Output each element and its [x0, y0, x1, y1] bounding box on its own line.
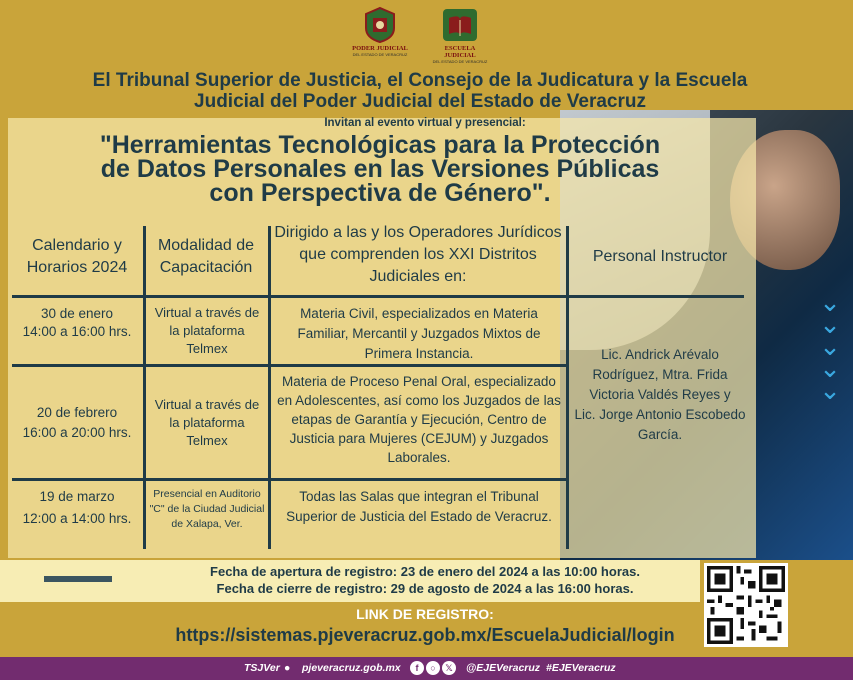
- table-divider: [566, 226, 569, 549]
- chevron-down-icon: ⌄: [819, 332, 841, 362]
- footer-bar: [0, 657, 853, 680]
- row1-time: 14:00 a 16:00 hrs.: [22, 324, 132, 339]
- row2-modality: Virtual a través de la plataforma Telmex: [154, 397, 260, 448]
- row2-audience: Materia de Proceso Penal Oral, especializado en Adolescentes, así como los Juzgados de las etapas de Garantía y Ejecución, Centro de Justicia para Mujeres (CEJUM) y Juzgados Laborales.: [277, 374, 561, 465]
- registration-open: Fecha de apertura de registro: 23 de enero del 2024 a las 10:00 horas.: [210, 564, 640, 579]
- header-instructor: Personal Instructor: [592, 248, 728, 265]
- escuela-judicial-name: ESCUELA JUDICIAL: [444, 45, 476, 59]
- invite-text: Invitan al evento virtual y presencial:: [324, 117, 526, 129]
- footer-social-handle[interactable]: @EJEVeracruz: [466, 662, 541, 674]
- header-audience: Dirigido a las y los Operadores Jurídicos que comprenden los XXI Distritos Judiciales en:: [274, 224, 562, 285]
- row1-audience: Materia Civil, especializados en Materia Familiar, Mercantil y Juzgados Mixtos de Primera Instancia.: [297, 306, 541, 361]
- table-divider: [12, 295, 744, 298]
- chevron-down-icon: ⌄: [819, 376, 841, 406]
- instructors-list: [574, 345, 746, 445]
- row1-date: 30 de enero: [40, 306, 114, 321]
- row3-date: 19 de marzo: [39, 489, 115, 504]
- header-title-line1: El Tribunal Superior de Justicia, el Consejo de la Judicatura y la Escuela: [92, 70, 748, 91]
- event-title-line2: de Datos Personales en las Versiones Públicas: [100, 155, 660, 183]
- row2-date: 20 de febrero: [36, 405, 118, 420]
- chevron-down-icon: ⌄: [819, 310, 841, 340]
- instagram-icon[interactable]: ○: [426, 661, 440, 675]
- row3-audience: Todas las Salas que integran el Tribunal Superior de Justicia del Estado de Veracruz.: [286, 489, 552, 524]
- row2-time: 16:00 a 20:00 hrs.: [22, 425, 132, 440]
- poder-judicial-sub: DEL ESTADO DE VERACRUZ: [352, 52, 408, 57]
- header-title: [40, 70, 800, 112]
- instructors-names-2: Lic. Jorge Antonio Escobedo García.: [574, 407, 746, 442]
- logo-group: [350, 6, 510, 68]
- escuela-judicial-book-icon: [440, 6, 480, 44]
- poder-judicial-seal-icon: [362, 6, 398, 44]
- instructors-names-1: Lic. Andrick Arévalo Rodríguez, Mtra. Frida Victoria Valdés Reyes y: [589, 347, 731, 402]
- event-title-line3: con Perspectiva de Género".: [209, 179, 551, 207]
- table-divider: [268, 226, 271, 549]
- table-row-date: [12, 486, 142, 530]
- event-title-line1: "Herramientas Tecnológicas para la Protección: [99, 131, 661, 159]
- event-title: [60, 133, 700, 205]
- row3-modality: Presencial en Auditorio "C" de la Ciudad Judicial de Xalapa, Ver.: [149, 488, 265, 530]
- header-title-line2: Judicial del Poder Judicial del Estado de Veracruz: [194, 91, 646, 112]
- chevron-down-icon: ⌄: [819, 354, 841, 384]
- escuela-judicial-logo: [430, 6, 490, 64]
- table-row-date: [12, 403, 142, 443]
- header-calendar: Calendario y Horarios 2024: [26, 237, 128, 276]
- registration-link[interactable]: https://sistemas.pjeveracruz.gob.mx/EscuelaJudicial/login: [175, 625, 675, 645]
- table-row-date: [12, 305, 142, 341]
- link-label: LINK DE REGISTRO:: [356, 606, 494, 622]
- x-icon[interactable]: 𝕏: [442, 661, 456, 675]
- footer-site[interactable]: pjeveracruz.gob.mx: [302, 662, 401, 674]
- footer-handle[interactable]: TSJVer: [244, 662, 280, 674]
- row3-time: 12:00 a 14:00 hrs.: [22, 511, 132, 526]
- row1-modality: Virtual a través de la plataforma Telmex: [154, 305, 260, 356]
- footer-separator-dot: ●: [284, 662, 291, 674]
- header-modality: Modalidad de Capacitación: [157, 237, 255, 276]
- registration-close: Fecha de cierre de registro: 29 de agosto de 2024 a las 16:00 horas.: [216, 581, 634, 596]
- chevron-down-icon: ⌄: [819, 288, 841, 318]
- decorative-bar: [44, 576, 112, 582]
- poder-judicial-name: PODER JUDICIAL: [352, 45, 408, 52]
- facebook-icon[interactable]: f: [410, 661, 424, 675]
- poder-judicial-logo: [350, 6, 410, 57]
- registration-dates: [150, 563, 700, 597]
- escuela-judicial-sub: DEL ESTADO DE VERACRUZ: [432, 59, 488, 64]
- footer-hashtag[interactable]: #EJEVeracruz: [546, 662, 616, 674]
- table-divider: [12, 364, 568, 367]
- table-divider: [12, 478, 568, 481]
